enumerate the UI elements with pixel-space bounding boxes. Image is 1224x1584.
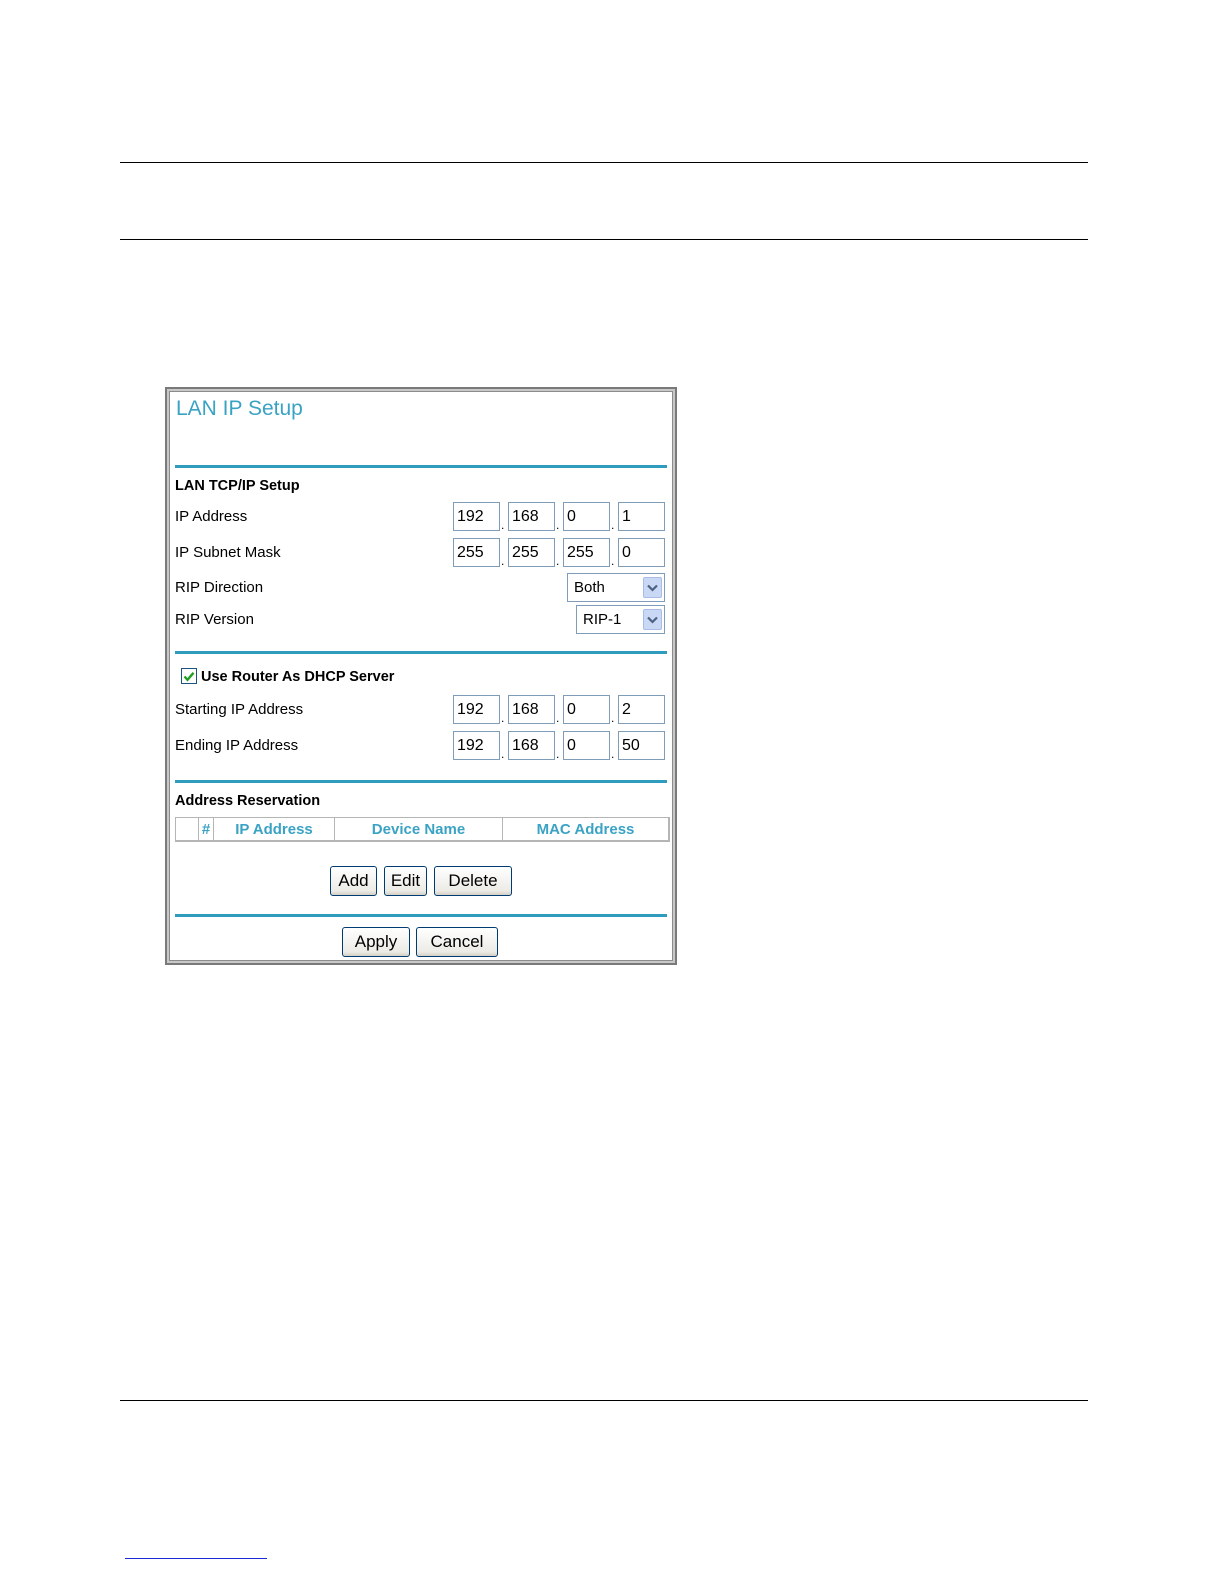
subnet-mask-octet-1[interactable] (453, 538, 500, 567)
octet-separator: . (501, 711, 505, 725)
octet-separator: . (611, 747, 615, 761)
cancel-button[interactable]: Cancel (416, 927, 498, 957)
dhcp-server-checkbox[interactable] (181, 668, 197, 684)
octet-separator: . (611, 518, 615, 532)
reservation-table-header (175, 817, 670, 842)
section-divider (175, 780, 667, 783)
ending-ip-octet-1[interactable] (453, 731, 500, 760)
octet-separator: . (501, 747, 505, 761)
rip-direction-value: Both (574, 579, 605, 596)
subnet-mask-label: IP Subnet Mask (175, 544, 281, 561)
subnet-mask-octet-4[interactable] (618, 538, 665, 567)
section-divider (175, 465, 667, 468)
starting-ip-octet-3[interactable] (563, 695, 610, 724)
octet-separator: . (501, 518, 505, 532)
page-header-rule (120, 239, 1088, 240)
octet-separator: . (556, 518, 560, 532)
rip-version-select[interactable] (576, 605, 665, 634)
octet-separator: . (556, 747, 560, 761)
section-divider (175, 651, 667, 654)
ending-ip-octet-3[interactable] (563, 731, 610, 760)
starting-ip-octet-4[interactable] (618, 695, 665, 724)
reservation-section-heading: Address Reservation (175, 793, 321, 809)
subnet-mask-octet-2[interactable] (508, 538, 555, 567)
octet-separator: . (556, 711, 560, 725)
ending-ip-label: Ending IP Address (175, 737, 299, 754)
starting-ip-label: Starting IP Address (175, 701, 304, 718)
ip-address-octet-2[interactable] (508, 502, 555, 531)
octet-separator: . (611, 554, 615, 568)
page-top-rule (120, 162, 1088, 163)
octet-separator: . (556, 554, 560, 568)
page-footer-rule (120, 1400, 1088, 1401)
column-select (176, 818, 199, 840)
apply-button[interactable]: Apply (342, 927, 410, 957)
rip-version-value: RIP-1 (583, 611, 622, 628)
lan-ip-setup-panel (165, 387, 677, 965)
page-title: LAN IP Setup (176, 397, 303, 420)
ending-ip-octet-4[interactable] (618, 731, 665, 760)
rip-direction-label: RIP Direction (175, 579, 264, 596)
tcpip-section-heading: LAN TCP/IP Setup (175, 478, 300, 494)
ip-address-octet-4[interactable] (618, 502, 665, 531)
column-device-name: Device Name (335, 818, 503, 840)
footer-link-underline[interactable] (125, 1558, 267, 1559)
section-divider (175, 914, 667, 917)
dhcp-server-label: Use Router As DHCP Server (201, 669, 395, 685)
subnet-mask-octet-3[interactable] (563, 538, 610, 567)
edit-button[interactable]: Edit (384, 866, 427, 896)
starting-ip-octet-2[interactable] (508, 695, 555, 724)
octet-separator: . (501, 554, 505, 568)
ending-ip-octet-2[interactable] (508, 731, 555, 760)
delete-button[interactable]: Delete (434, 866, 512, 896)
column-ip-address: IP Address (214, 818, 335, 840)
ip-address-label: IP Address (175, 508, 248, 525)
rip-direction-select[interactable] (567, 573, 665, 602)
column-mac-address: MAC Address (536, 820, 635, 838)
chevron-down-icon[interactable] (643, 577, 662, 598)
column-number: # (199, 818, 214, 840)
ip-address-octet-3[interactable] (563, 502, 610, 531)
checkmark-icon (183, 671, 195, 682)
add-button[interactable]: Add (330, 866, 377, 896)
chevron-down-icon[interactable] (643, 609, 662, 630)
starting-ip-octet-1[interactable] (453, 695, 500, 724)
rip-version-label: RIP Version (175, 611, 254, 628)
ip-address-octet-1[interactable] (453, 502, 500, 531)
octet-separator: . (611, 711, 615, 725)
